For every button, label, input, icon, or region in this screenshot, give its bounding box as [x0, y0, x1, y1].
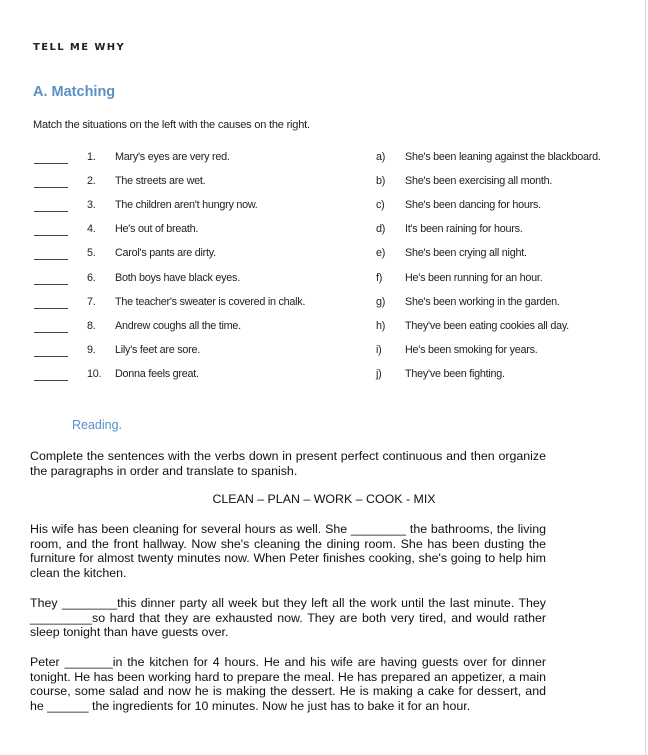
answer-blank[interactable]: [34, 284, 68, 285]
answer-blank[interactable]: [34, 187, 68, 188]
situation-number: 1.: [87, 151, 96, 163]
cause-letter: d): [376, 223, 386, 236]
situation-text: Both boys have black eyes.: [115, 271, 240, 284]
cause-letter: c): [376, 199, 385, 212]
situation-text: Andrew coughs all the time.: [115, 319, 241, 332]
matching-row: [0, 151, 648, 171]
answer-blank[interactable]: [34, 259, 68, 260]
situation-number: 4.: [87, 223, 96, 236]
matching-instruction: Match the situations on the left with the causes on the right.: [33, 119, 310, 131]
situation-number: 5.: [87, 247, 96, 260]
cause-text: They've been fighting.: [405, 367, 505, 380]
answer-blank[interactable]: [34, 380, 68, 381]
answer-blank[interactable]: [34, 332, 68, 333]
matching-row: [0, 175, 648, 195]
situation-number: 3.: [87, 199, 96, 212]
situation-number: 6.: [87, 271, 96, 284]
paragraph-3: Peter _______in the kitchen for 4 hours. He and his wife are having guests over for dinner tonight. He has been working hard to prepare the meal. He has prepared an appetizer, a main course, some salad and now he is making the dessert. He is making a cake for dessert, and he ______ the ingredients for 10 minutes. Now he just has to bake it for an hour.: [30, 655, 546, 713]
cause-letter: e): [376, 247, 386, 260]
situation-text: Donna feels great.: [115, 367, 199, 380]
answer-blank[interactable]: [34, 211, 68, 212]
cause-text: She's been crying all night.: [405, 247, 527, 260]
answer-blank[interactable]: [34, 356, 68, 357]
cause-text: She's been dancing for hours.: [405, 199, 541, 212]
cause-text: He's been running for an hour.: [405, 271, 543, 284]
matching-row: [0, 199, 648, 219]
paragraph-1: His wife has been cleaning for several hours as well. She ________ the bathrooms, the living room, and the front hallway. Now she's cleaning the dining room. She has been dusting the furniture for almost twenty minutes now. When Peter finishes cooking, she's going to help him clean the kitchen.: [30, 522, 546, 580]
cause-text: She's been exercising all month.: [405, 175, 553, 188]
matching-row: [0, 368, 648, 388]
situation-text: The streets are wet.: [115, 175, 206, 188]
situation-text: He's out of breath.: [115, 223, 199, 236]
cause-letter: a): [376, 151, 386, 163]
worksheet-header: TELL ME WHY: [33, 42, 126, 53]
cause-text: She's been leaning against the blackboard.: [405, 151, 601, 163]
cause-letter: b): [376, 175, 386, 188]
situation-number: 7.: [87, 295, 96, 308]
cause-text: He's been smoking for years.: [405, 343, 538, 356]
situation-text: Mary's eyes are very red.: [115, 151, 230, 163]
cause-text: They've been eating cookies all day.: [405, 319, 569, 332]
matching-row: [0, 344, 648, 364]
answer-blank[interactable]: [34, 163, 68, 164]
situation-number: 10.: [87, 367, 102, 380]
matching-row: [0, 223, 648, 243]
situation-number: 9.: [87, 343, 96, 356]
situation-text: The teacher's sweater is covered in chalk.: [115, 295, 306, 308]
situation-text: Lily's feet are sore.: [115, 343, 201, 356]
cause-text: It's been raining for hours.: [405, 223, 523, 236]
situation-number: 8.: [87, 319, 96, 332]
reading-title: Reading.: [72, 418, 123, 432]
cause-letter: g): [376, 295, 386, 308]
answer-blank[interactable]: [34, 308, 68, 309]
cause-letter: h): [376, 319, 386, 332]
cause-letter: j): [376, 367, 382, 380]
matching-row: [0, 247, 648, 267]
paragraph-2: They ________this dinner party all week but they left all the work until the last minute. They _________so hard that they are exhausted now. They are both very tired, and would rather sleep tonight than have guests over.: [30, 596, 546, 640]
situation-number: 2.: [87, 175, 96, 188]
answer-blank[interactable]: [34, 235, 68, 236]
cause-text: She's been working in the garden.: [405, 295, 560, 308]
reading-instruction: Complete the sentences with the verbs down in present perfect continuous and then organize the paragraphs in order and translate to spanish.: [30, 449, 546, 478]
matching-row: [0, 272, 648, 292]
matching-row: [0, 296, 648, 316]
situation-text: The children aren't hungry now.: [115, 199, 258, 212]
matching-row: [0, 320, 648, 340]
section-title: A. Matching: [33, 84, 116, 100]
cause-letter: f): [376, 271, 383, 284]
situation-text: Carol's pants are dirty.: [115, 247, 216, 260]
verb-list: CLEAN – PLAN – WORK – COOK - MIX: [212, 492, 436, 506]
cause-letter: i): [376, 343, 382, 356]
